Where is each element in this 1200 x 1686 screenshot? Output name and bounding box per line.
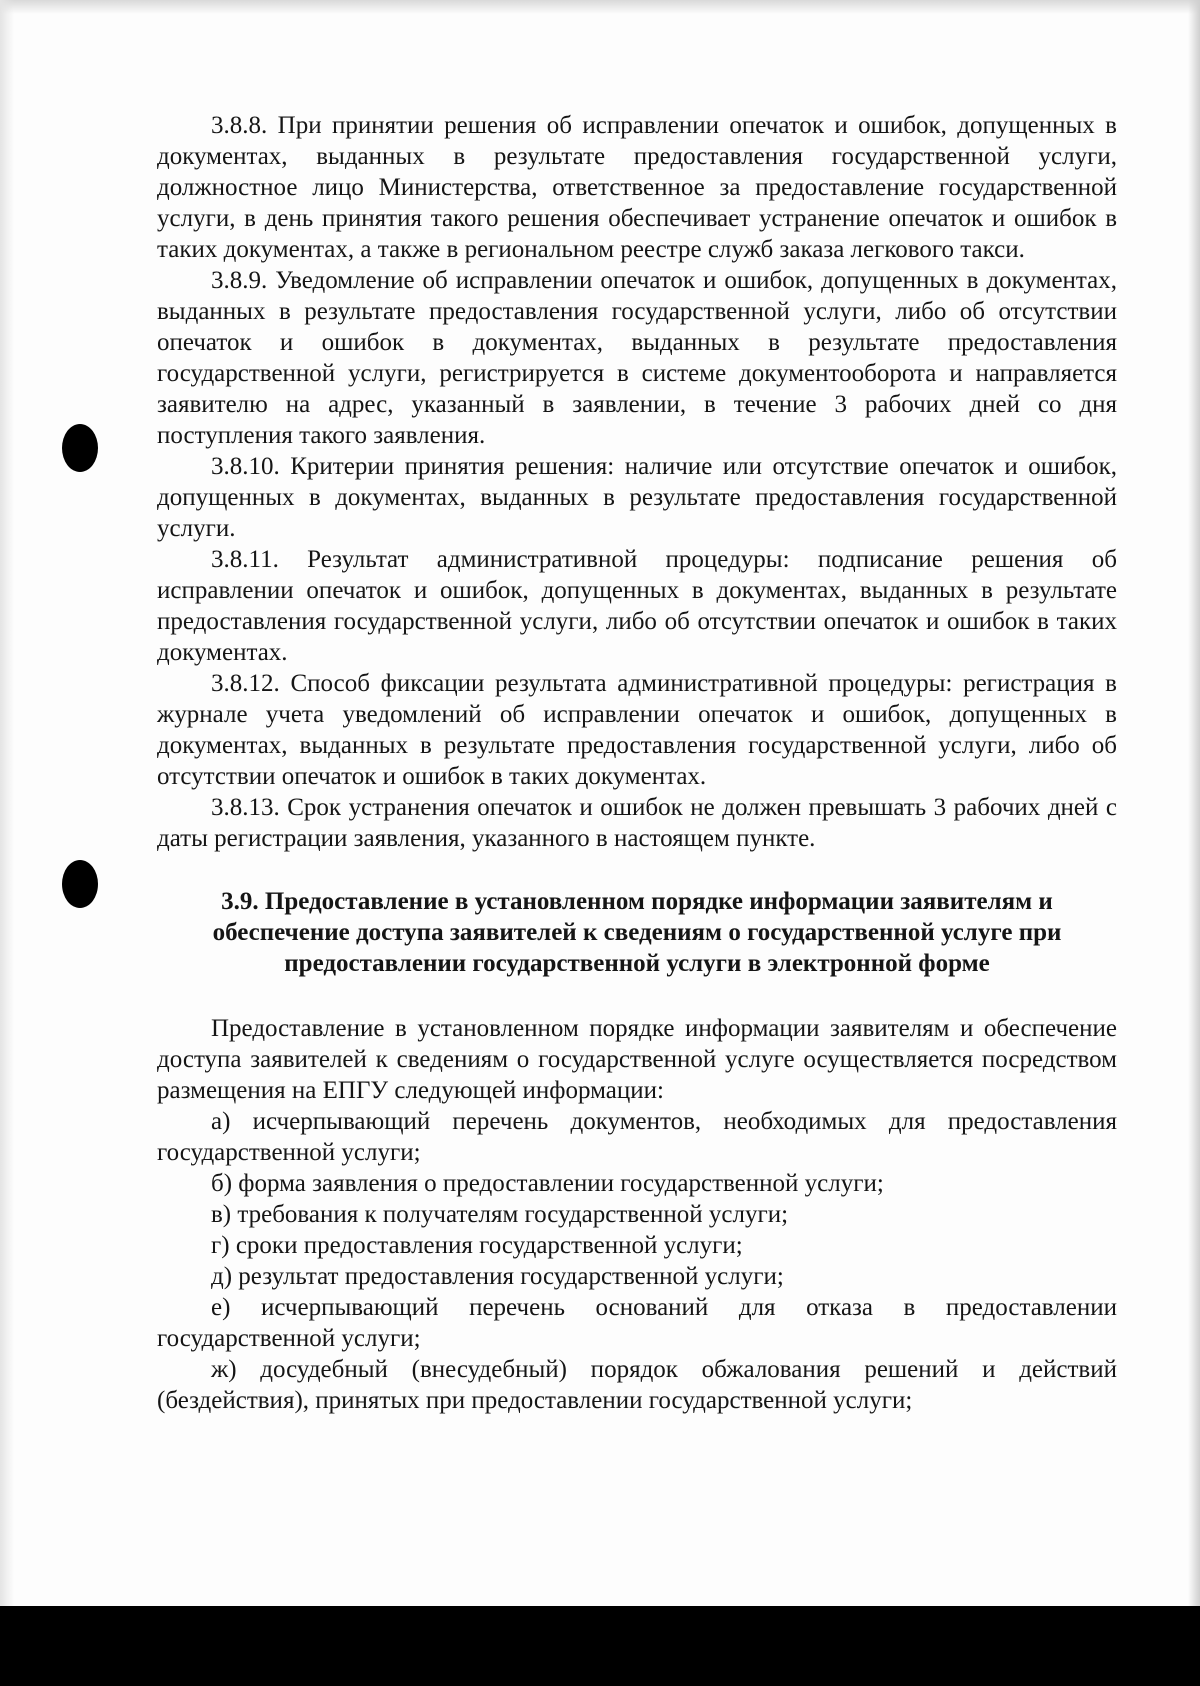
scan-edge-left [0,0,14,1686]
paragraph-3-8-8: 3.8.8. При принятии решения об исправлении опечаток и ошибок, допущенных в документах, выданных в результате предоставления государственной услуги, должностное лицо Министерства, ответственное за предоставление государственной услуги, в день принятия такого решения обеспечивает устранение опечаток и ошибок в таких документах, а также в региональном реестре служб заказа легкового такси. [157,112,1117,263]
punch-hole-icon [62,424,98,472]
scan-edge-top [0,0,1200,14]
document-body [157,110,1117,1416]
intro-paragraph: Предоставление в установленном порядке информации заявителям и обеспечение доступа заявителей к сведениям о государственной услуге осуществляется посредством размещения на ЕПГУ следующей информации: [157,1015,1117,1104]
paragraph-3-8-12: 3.8.12. Способ фиксации результата административной процедуры: регистрация в журнале учета уведомлений об исправлении опечаток и ошибок, допущенных в документах, выданных в результате предоставления государственной услуги, либо об отсутствии опечаток и ошибок в таких документах. [157,670,1117,790]
list-item-b: б) форма заявления о предоставлении государственной услуги; [211,1170,884,1197]
list-item-zh: ж) досудебный (внесудебный) порядок обжалования решений и действий (бездействия), принятых при предоставлении государственной услуги; [157,1356,1117,1414]
paragraph-3-8-10: 3.8.10. Критерии принятия решения: наличие или отсутствие опечаток и ошибок, допущенных в документах, выданных в результате предоставления государственной услуги. [157,453,1117,542]
list-item-g: г) сроки предоставления государственной услуги; [211,1232,743,1259]
list-item-v: в) требования к получателям государственной услуги; [211,1201,789,1228]
list-item-d: д) результат предоставления государственной услуги; [211,1263,784,1290]
scan-edge-right [1188,0,1200,1686]
spacer [157,854,1117,886]
spacer [157,979,1117,1013]
paragraph-3-8-11: 3.8.11. Результат административной процедуры: подписание решения об исправлении опечаток и ошибок, допущенных в документах, выданных в результате предоставления государственной услуги, либо об отсутствии опечаток и ошибок в таких документах. [157,546,1117,666]
section-heading-3-9: 3.9. Предоставление в установленном порядке информации заявителям и обеспечение доступа заявителей к сведениям о государственной услуге при предоставлении государственной услуги в электронной форме [212,888,1062,977]
paragraph-3-8-13: 3.8.13. Срок устранения опечаток и ошибок не должен превышать 3 рабочих дней с даты регистрации заявления, указанного в настоящем пункте. [157,794,1117,852]
paragraph-3-8-9: 3.8.9. Уведомление об исправлении опечаток и ошибок, допущенных в документах, выданных в результате предоставления государственной услуги, либо об отсутствии опечаток и ошибок в документах, выданных в результате предоставления государственной услуги, регистрируется в системе документооборота и направляется заявителю на адрес, указанный в заявлении, в течение 3 рабочих дней со дня поступления такого заявления. [157,267,1117,449]
scan-bottom-band [0,1606,1200,1686]
punch-hole-icon [62,860,98,908]
list-item-e: е) исчерпывающий перечень оснований для отказа в предоставлении государственной услуги; [157,1294,1117,1352]
list-item-a: а) исчерпывающий перечень документов, необходимых для предоставления государственной услуги; [157,1108,1117,1166]
